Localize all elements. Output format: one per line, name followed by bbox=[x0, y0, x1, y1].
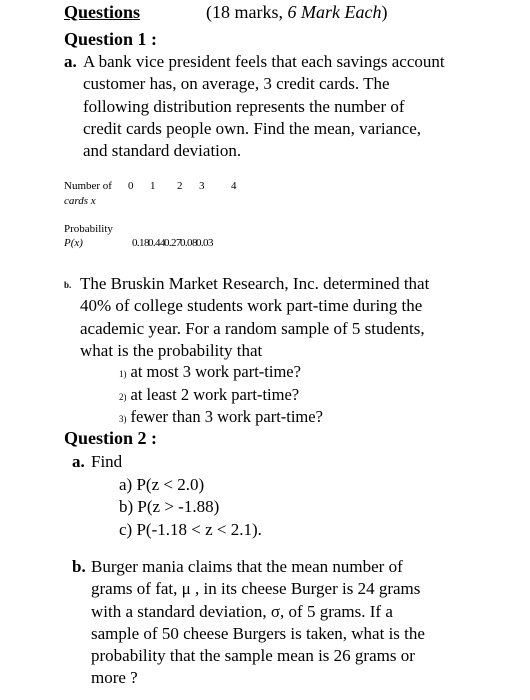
q2b-line: Burger mania claims that the mean number of bbox=[91, 557, 403, 576]
table-x-value: 3 bbox=[199, 180, 205, 192]
q2a-text: Find bbox=[91, 452, 123, 471]
table-row1-label-line2: cards x bbox=[64, 195, 96, 207]
table-x-value: 2 bbox=[177, 180, 183, 192]
q1a-line: and standard deviation. bbox=[83, 141, 242, 161]
q2a-marker: a. bbox=[72, 452, 85, 471]
q1b-line: The Bruskin Market Research, Inc. determined that bbox=[80, 274, 430, 293]
q1b-subitem-marker: 2) bbox=[119, 392, 127, 402]
q1a-marker: a. bbox=[64, 52, 77, 71]
q2b-paragraph bbox=[91, 556, 425, 690]
q2a-item: a) P(z < 2.0) bbox=[119, 475, 205, 494]
q2b-line: with a standard deviation, σ, of 5 grams. If a bbox=[91, 601, 393, 621]
q2a-item: b) P(z > -1.88) bbox=[119, 497, 220, 516]
q2b-marker: b. bbox=[72, 557, 86, 576]
q1a-paragraph bbox=[83, 51, 445, 162]
question-1-title: Question 1 : bbox=[64, 29, 158, 49]
q1b-subitem bbox=[119, 385, 299, 405]
q1b-line: 40% of college students work part-time during the bbox=[80, 296, 423, 316]
marks-note bbox=[206, 2, 387, 23]
table-p-values: 0.18 0.44 0.27 0.08 0.03 bbox=[132, 237, 213, 249]
q1b-subitem-marker: 1) bbox=[119, 369, 127, 379]
table-x-value: 1 bbox=[150, 180, 156, 192]
q1a-line: credit cards people own. Find the mean, variance, bbox=[83, 118, 421, 138]
q2b-line: more ? bbox=[91, 668, 138, 688]
q1a-line: following distribution represents the number of bbox=[83, 96, 405, 116]
table-row2-label: Probability bbox=[64, 223, 113, 235]
q1b-subitem-text: fewer than 3 work part-time? bbox=[130, 407, 323, 426]
table-x-value: 4 bbox=[231, 180, 237, 192]
marks-italic: 6 Mark Each bbox=[287, 2, 382, 22]
q1b-line: academic year. For a random sample of 5 students, bbox=[80, 318, 425, 338]
q1a-line: customer has, on average, 3 credit cards. The bbox=[83, 74, 390, 94]
q1b-subitem bbox=[119, 407, 323, 427]
marks-prefix: (18 marks, bbox=[206, 2, 288, 22]
q1a-line: A bank vice president feels that each savings account bbox=[83, 52, 445, 71]
table-x-value: 0 bbox=[128, 180, 134, 192]
q1b-subitem-marker: 3) bbox=[119, 414, 127, 424]
q1b-subitem bbox=[119, 362, 301, 382]
q1b-paragraph bbox=[80, 273, 429, 362]
question-2-title: Question 2 : bbox=[64, 428, 158, 448]
q1b-subitem-text: at most 3 work part-time? bbox=[130, 362, 301, 381]
q2a-item: c) P(-1.18 < z < 2.1). bbox=[119, 520, 262, 539]
q2b-line: grams of fat, μ , in its cheese Burger is 24 grams bbox=[91, 579, 421, 599]
table-row2-label-line2: P(x) bbox=[64, 237, 83, 249]
q1b-marker: b. bbox=[64, 280, 72, 290]
q2b-line: sample of 50 cheese Burgers is taken, what is the bbox=[91, 623, 425, 643]
q1b-line: what is the probability that bbox=[80, 340, 263, 360]
questions-heading: Questions bbox=[64, 2, 141, 22]
table-row1-label: Number of bbox=[64, 180, 112, 192]
marks-suffix: ) bbox=[381, 2, 388, 22]
q1b-subitem-text: at least 2 work part-time? bbox=[130, 385, 300, 404]
q2b-line: probability that the sample mean is 26 grams or bbox=[91, 646, 415, 666]
